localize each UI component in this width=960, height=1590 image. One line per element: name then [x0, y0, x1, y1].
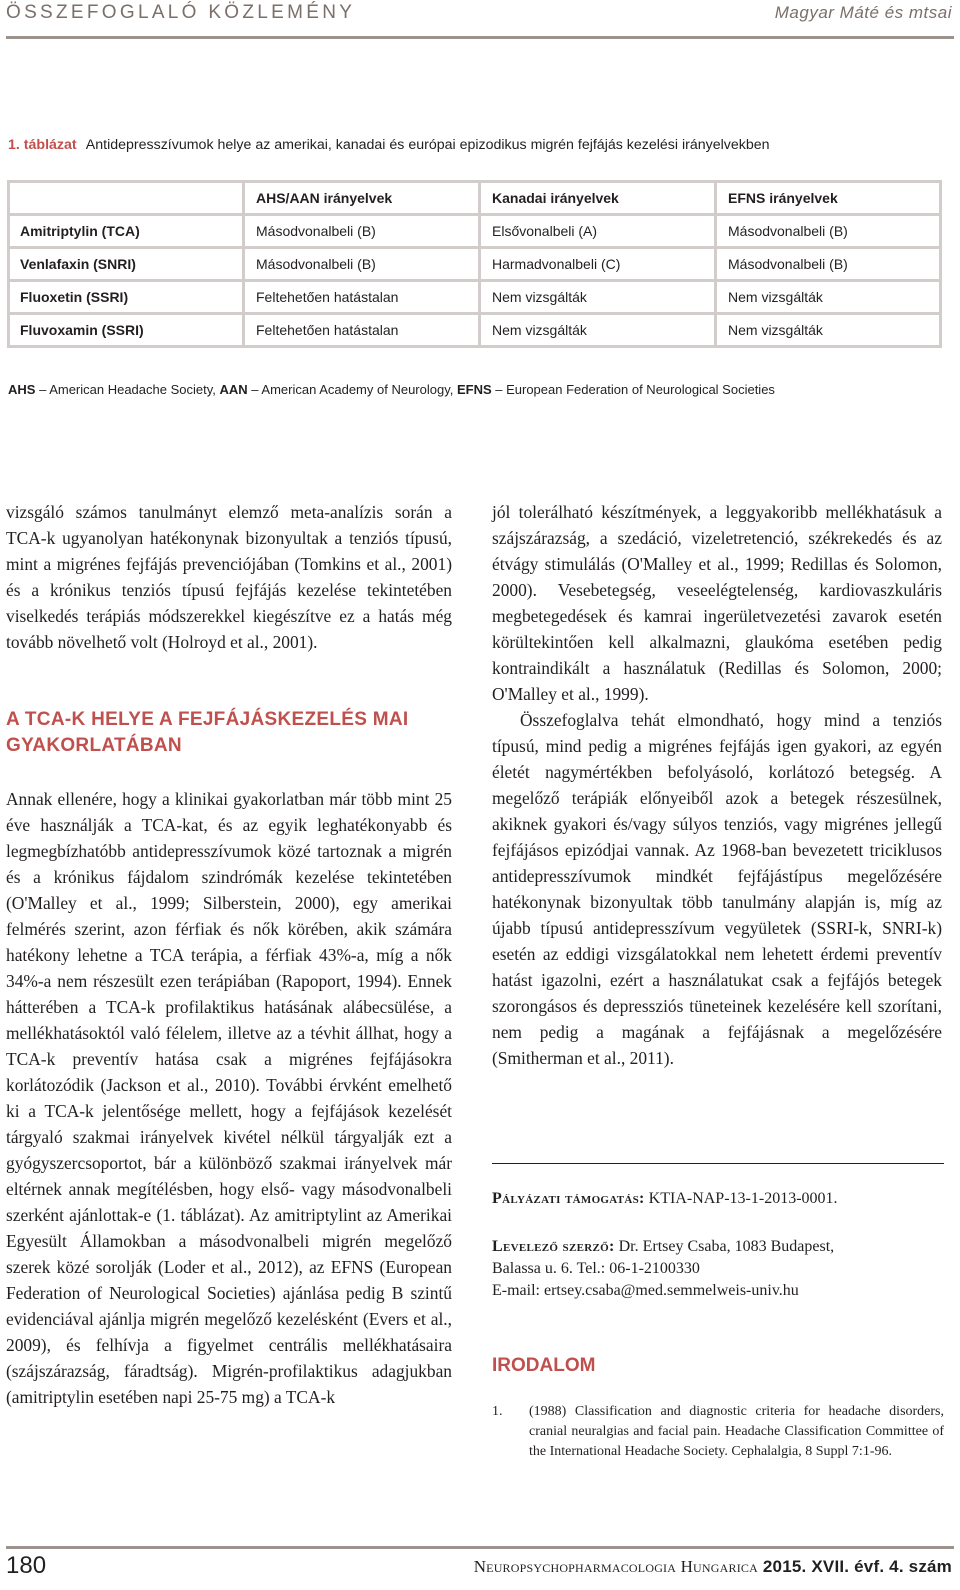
table-cell: Nem vizsgálták [480, 281, 716, 314]
table-header-cell: AHS/AAN irányelvek [244, 182, 480, 215]
footnote-abbr-efns: EFNS [456, 382, 492, 397]
table-cell: Elsővonalbeli (A) [480, 215, 716, 248]
journal-volume: 2015. XVII. évf. 4. szám [757, 1557, 952, 1576]
table-cell: Nem vizsgálták [716, 281, 941, 314]
journal-name [474, 1557, 952, 1577]
table-cell: Nem vizsgálták [716, 314, 941, 347]
right-column-text [492, 499, 942, 1071]
references-heading: IRODALOM [492, 1355, 596, 1376]
footnote-text-aan: – American Academy of Neurology, [247, 382, 457, 397]
paragraph: Annak ellenére, hogy a klinikai gyakorlatban már több mint 25 éve használják a TCA-kat, és az egyik leghatékonyabb és legmegbízhatóbb antidepresszívumok közé tartoznak a migrén és a krónikus fájdalom szindrómák kezelése tekintetében (O'Malley et al., 1999; Silberstein, 2000), egy amerikai felmérés szerint, azon férfiak és nők körében, akik számára hatékony lehetne a TCA terápia, a férfiak 43%-a, míg a nők 34%-a nem részesült ezen terápiában (Rapoport, 1994). Ennek hátterében a TCA-k profilaktikus hatásának alábecsülése, a mellékhatásoktól való félelem, illetve az a tévhit állhat, hogy a TCA-k preventív hatása csak a migrénes fejfájásokra korlátozódik (Jackson et al., 2010). További érvként emelhető ki a TCA-k jelentősége mellett, hogy a fejfájások kezelését tárgyaló szakmai irányelvek kivétel nélkül tárgyalják ezt a gyógyszercsoportot, bár a különböző szakmai irányelvek már eltérnek annak megítélésben, hogy első- vagy másodvonalbeli szerként ajánlottak-e (1. táblázat). Az amitriptylint az Amerikai Egyesült Államokban a másodvonalbeli migrén megelőző szerek közé sorolják (Loder et al., 2012), az EFNS (European Federation of Neurological Societies) ajánlása pedig B szintű evidenciával ajánlja migrén megelőző kezelésként (Evers et al., 2009), és felhívja a figyelmet centrális mellékhatásaira (szájszárazság, fáradtság). Migrén-profilaktikus adagjukban (amitriptylin esetében napi 25-75 mg) a TCA-k [6, 789, 452, 1407]
paragraph: jól tolerálható készítmények, a leggyakoribb mellékhatásuk a szájszárazság, a szedáció, vizeletretenció, székrekedés és az étvágy stimulálás (O'Malley et al., 1999; Redillas és Solomon, 2000). Vesebetegség, veseelégtelenség, kardiovaszkuláris megbetegedések és kamrai ingerületvezetési zavarok esetén körültekintően kell alkalmazni, glaukóma esetében pedig kontraindikált a használatuk (Redillas és Solomon, 2000; O'Malley et al., 1999). [492, 502, 942, 704]
table-cell: Feltehetően hatástalan [244, 314, 480, 347]
author-header: Magyar Máté és mtsai [774, 3, 952, 22]
footer-divider [6, 1546, 954, 1549]
section-heading [6, 707, 409, 759]
footnote-text-ahs: – American Headache Society, [35, 382, 220, 397]
table-footnote [8, 382, 775, 397]
table-header-cell: EFNS irányelvek [716, 182, 941, 215]
reference-item [492, 1402, 944, 1462]
table-header-cell: Kanadai irányelvek [480, 182, 716, 215]
footnote-abbr-ahs: AHS [8, 382, 36, 397]
reference-text: (1988) Classification and diagnostic criteria for headache disorders, cranial neuralgias and facial pain. Headache Classification Committee of the International Headache Society. Cephalalgia, 8 Suppl 7:1-96. [529, 1404, 944, 1459]
grant-info [492, 1188, 838, 1210]
section-heading-line: GYAKORLATÁBAN [6, 735, 182, 756]
table-caption [8, 137, 770, 153]
table-row-label: Venlafaxin (SNRI) [9, 248, 244, 281]
table-row-label: Amitriptylin (TCA) [9, 215, 244, 248]
table-row [9, 215, 941, 248]
table-header-cell [9, 182, 244, 215]
table-cell: Másodvonalbeli (B) [244, 248, 480, 281]
guidelines-table [7, 180, 942, 348]
grant-value: KTIA-NAP-13-1-2013-0001. [644, 1190, 838, 1207]
table-row [9, 248, 941, 281]
table-cell: Másodvonalbeli (B) [716, 248, 941, 281]
header-divider [6, 36, 954, 39]
left-column-body [6, 786, 452, 1410]
table-row-label: Fluoxetin (SSRI) [9, 281, 244, 314]
corr-label: Levelező szerző: [492, 1238, 615, 1255]
section-divider [492, 1163, 944, 1164]
table-cell: Másodvonalbeli (B) [716, 215, 941, 248]
table-cell: Másodvonalbeli (B) [244, 215, 480, 248]
table-row [9, 314, 941, 347]
table-row-label: Fluvoxamin (SSRI) [9, 314, 244, 347]
footnote-text-efns: – European Federation of Neurological Societies [491, 382, 775, 397]
table-cell: Nem vizsgálták [480, 314, 716, 347]
page-number: 180 [6, 1552, 47, 1579]
corr-value: Dr. Ertsey Csaba, 1083 Budapest, [614, 1238, 835, 1255]
table-header-row [9, 182, 941, 215]
corr-email: E-mail: ertsey.csaba@med.semmelweis-univ.hu [492, 1282, 799, 1299]
footnote-abbr-aan: AAN [219, 382, 248, 397]
paragraph: Összefoglalva tehát elmondható, hogy mind a tenziós típusú, mind pedig a migrénes fejfájás igen gyakori, az egyén életét nagymértékben befolyásoló, korlátozó betegség. A megelőző terápiák előnyeiből azok a betegek részesülnek, akiknek gyakori és/vagy súlyos tenziós, vagy migrénes jellegű fejfájásos epizódjai vannak. Az 1968-ban bevezetett triciklusos antidepresszívumok mindkét fejfájástípus megelőzésére hatékonynak bizonyultak több tanulmány alapján is, míg az újabb típusú antidepresszívum vegyületek (SSRI-k, SNRI-k) esetén az eddigi vizsgálatokkal nem lehetett érdemi preventív hatást igazolni, ezért a használatukat csak a fejfájós betegek szorongásos és depressziós tüneteinek kezelésére kell szorítani, nem pedig a magának a fejfájásnak a megelőzésére (Smitherman et al., 2011). [492, 710, 942, 1068]
reference-number: 1. [492, 1404, 503, 1419]
table-cell: Harmadvonalbeli (C) [480, 248, 716, 281]
corresponding-author [492, 1236, 944, 1302]
journal-title: Neuropsychopharmacologia Hungarica [473, 1557, 758, 1576]
section-heading-line: A TCA-K HELYE A FEJFÁJÁSKEZELÉS MAI [6, 709, 409, 730]
grant-label: Pályázati támogatás: [492, 1190, 645, 1207]
paragraph: vizsgáló számos tanulmányt elemző meta-analízis során a TCA-k ugyanolyan hatékonynak bizonyultak a tenziós típusú, mint a migrénes fejfájás prevenciójában (Tomkins et al., 2001) és a krónikus tenziós típusú fejfájás kezelése tekintetében viselkedés terápiás módszerekkel kiegészítve ez a hatás még tovább növelhető volt (Holroyd et al., 2001). [6, 502, 452, 652]
left-column-intro [6, 499, 452, 655]
corr-address: Balassa u. 6. Tel.: 06-1-2100330 [492, 1260, 700, 1277]
table-cell: Feltehetően hatástalan [244, 281, 480, 314]
table-caption-number: 1. [8, 137, 20, 153]
table-row [9, 281, 941, 314]
section-header: ÖSSZEFOGLALÓ KÖZLEMÉNY [6, 2, 356, 23]
table-caption-title: Antidepresszívumok helye az amerikai, kanadai és európai epizodikus migrén fejfájás kezelési irányelvekben [85, 137, 770, 153]
table-caption-word: táblázat [23, 137, 77, 153]
